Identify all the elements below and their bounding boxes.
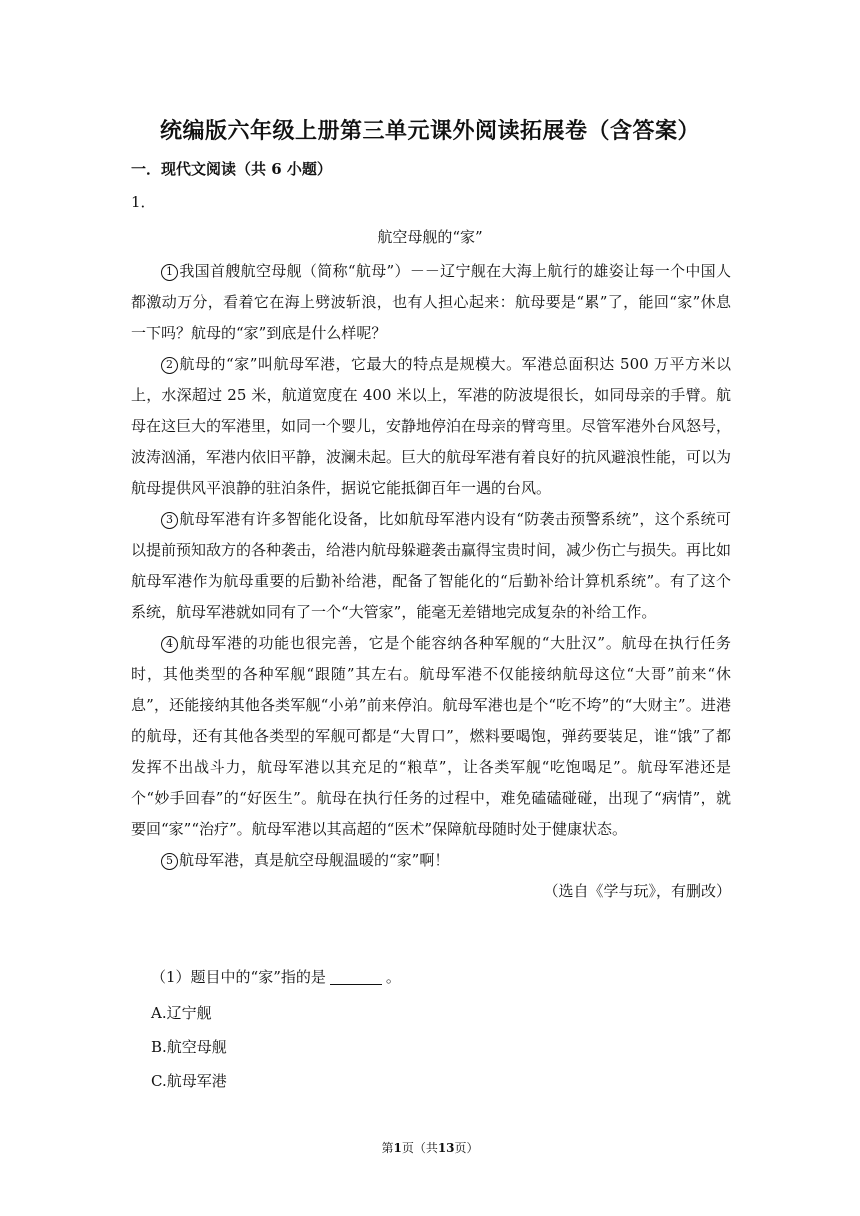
page-footer [0,1139,860,1156]
paragraph-marker: 1 [161,264,178,281]
passage-title: 航空母舰的“家” [377,228,483,246]
footer-suffix: 页） [454,1141,479,1155]
answer-blank[interactable] [330,968,382,985]
paragraph-text: 我国首艘航空母舰（简称“航母”）－－辽宁舰在大海上航行的雄姿让每一个中国人都激动万分，看着它在海上劈波斩浪，也有人担心起来：航母要是“累”了，能回“家”休息一下吗？航母的“家”到底是什么样呢？ [131,262,731,342]
paragraph-text: 航母军港的功能也很完善，它是个能容纳各种军舰的“大肚汉”。航母在执行任务时，其他类型的各种军舰“跟随”其左右。航母军港不仅能接纳航母这位“大哥”前来“休息”，还能接纳其他各类军舰“小弟”前来停泊。航母军港也是个“吃不垮”的“大财主”。进港的航母，还有其他各类型的军舰可都是“大胃口”，燃料要喝饱，弹药要装足，谁“饿”了都发挥不出战斗力，航母军港以其充足的“粮草”，让各类军舰“吃饱喝足”。航母军港还是个“妙手回春”的“好医生”。航母在执行任务的过程中，难免磕磕碰碰，出现了“病情”，就要回“家”“治疗”。航母军港以其高超的“医术”保障航母随时处于健康状态。 [131,634,731,838]
paragraph-1 [131,256,731,349]
question-text-end: 。 [385,968,401,986]
paragraph-text: 航母的“家”叫航母军港，它最大的特点是规模大。军港总面积达 500 万平方米以上，水深超过 25 米，航道宽度在 400 米以上，军港的防波堤很长，如同母亲的手臂。航母在这巨大的军港里，如同一个婴儿，安静地停泊在母亲的臂弯里。尽管军港外台风怒号，波涛汹涌，军港内依旧平静，波澜未起。巨大的航母军港有着良好的抗风避浪性能，可以为航母提供风平浪静的驻泊条件，据说它能抵御百年一遇的台风。 [131,355,732,497]
question-prompt [151,966,401,987]
footer-prefix: 第 [381,1141,394,1155]
paragraph-text: 航母军港有许多智能化设备，比如航母军港内设有“防袭击预警系统”，这个系统可以提前预知敌方的各种袭击，给港内航母躲避袭击赢得宝贵时间，减少伤亡与损失。再比如航母军港作为航母重要的后勤补给港，配备了智能化的“后勤补给计算机系统”。有了这个系统，航母军港就如同有了一个“大管家”，能毫无差错地完成复杂的补给工作。 [131,510,732,621]
source-note: （选自《学与玩》，有删改） [543,882,731,900]
paragraph-marker: 4 [161,636,178,653]
paragraph-3 [131,504,731,628]
section-heading: 一．现代文阅读（共 6 小题） [131,160,332,178]
paragraph-marker: 3 [161,512,178,529]
option-b: B.航空母舰 [151,1038,227,1056]
paragraph-2 [131,349,731,504]
footer-total-pages: 13 [437,1141,455,1155]
paragraph-text: 航母军港，真是航空母舰温暖的“家”啊！ [179,851,450,869]
footer-middle: 页（共 [401,1141,438,1155]
footer-page-number: 1 [393,1141,402,1155]
question-number: 1． [131,193,156,211]
option-a: A.辽宁舰 [151,1004,212,1022]
paragraph-marker: 2 [161,357,178,374]
paragraph-4 [131,628,731,845]
passage-body [131,256,731,907]
question-text: （1）题目中的“家”指的是 [151,968,326,986]
paragraph-marker: 5 [161,853,178,870]
document-title: 统编版六年级上册第三单元课外阅读拓展卷（含答案） [159,118,700,144]
paragraph-5 [131,845,731,876]
option-c: C.航母军港 [151,1072,227,1090]
